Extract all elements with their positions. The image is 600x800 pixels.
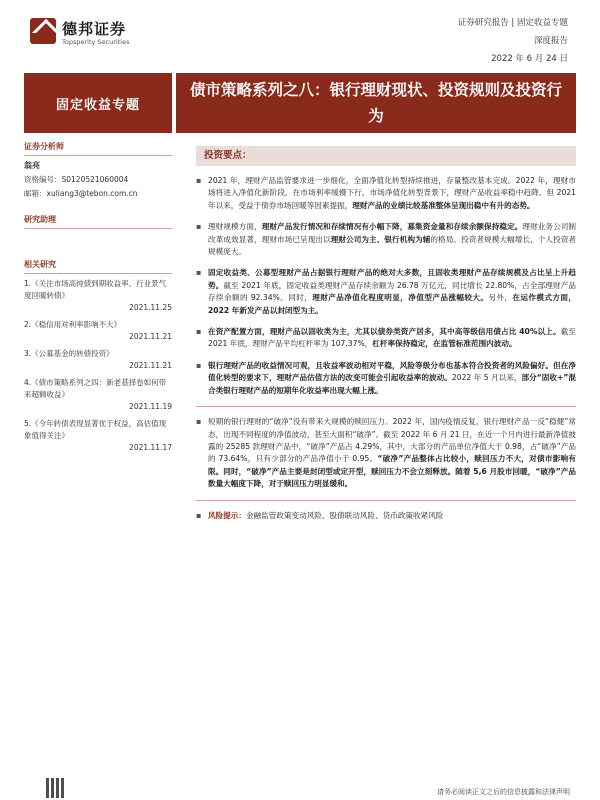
logo-name-en: Topsperity Securities [62,38,130,46]
related-item[interactable] [24,348,172,372]
related-item-title: 3.《公募基金的转债投资》 [24,349,114,358]
related-item-date: 2021.11.21 [129,332,172,341]
section-divider [196,500,576,501]
analyst-section-title: 证券分析师 [24,137,172,156]
related-item[interactable] [24,377,172,413]
logo-name-cn: 德邦证券 [62,20,127,38]
related-item-title: 4.《债市策略系列之四：新老基择卷如何带来超额收益》 [24,378,167,399]
related-item[interactable] [24,418,172,454]
section-divider [196,406,576,407]
sidebar [24,137,172,459]
related-item-date: 2021.11.21 [129,361,172,370]
analyst-cert: 资格编号：S0120521060004 [24,175,129,184]
logo-mark-icon [30,18,56,44]
company-logo [30,18,160,52]
related-item-title: 5.《今年转债表现显著优于权益，高估值现象值得关注》 [24,419,167,440]
key-point-1: ▪ 2021 年，理财产品监管要求进一步细化，全面净值化转型持续推进，存量整改基本完成。2022 年，理财市场将进入净值化新阶段，在市场利率缓慢下行、市场净值化转型背景下，理财产品收益率稳中趋降。但 2021 年以来，受益于债券市场回暖等因素提振，理财产品的业绩比较基准整体呈现出稳中有升的态势。 [196,175,576,212]
risk-warning: ▪ 风险提示：金融监管政策变动风险、股债联动风险、货币政策收紧风险 [196,510,576,522]
key-point-3: ▪ 固定收益类、公募型理财产品占据银行理财产品的绝对大多数，且固收类理财产品存续规模及占比呈上升趋势。截至 2021 年底，固定收益类理财产品存续余额为 26.78 万亿元，同比增长 22.80%，占全部理财产品存续余额的 92.34%。同时，理财产品净值化程度明显，净值型产品涨幅较大。另外，在运作模式方面，2022 年新发产品以封闭型为主。 [196,267,576,317]
key-point-5: ▪ 银行理财产品的收益情况可观，且收益率波动相对平稳，风险等级分布也基本符合投资者的风险偏好。但在净值化转型的要求下，理财产品估值方法的改变可能会引起收益率的波动。2022 年 5 月以来，部分“固收+”混合类银行理财产品的短期年化收益率出现大幅上涨。 [196,360,576,397]
related-item-date: 2021.11.19 [129,402,172,411]
related-item[interactable] [24,319,172,343]
analyst-email[interactable]: 邮箱：xuliang3@tebon.com.cn [24,189,138,198]
related-item-date: 2021.11.25 [129,303,172,312]
key-point-6: ▪ 短期的银行理财的“破净”没有带来大规模的赎回压力。2022 年，国内疫情反复，银行理财产品一反“稳健”常态，出现不同程度的净值波动，甚至大面积“破净”。截至 2022 年 6 月 21 日，在近一个月内进行最新净值披露的 25285 款理财产品中，“破净”产品占 4.29%，其中，大部分的产品单位净值大于 0.98，占“破净”产品的 73.64%，只有少部分的产品净值小于 0.95。“破净”产品整体占比较小，赎回压力不大，对债市影响有限。同时，“破净”产品主要是封闭型或定开型，赎回压力不会立刻释放。随着 5,6 月股市回暖，“破净”产品数量大幅度下降，对于赎回压力明显缓和。 [196,416,576,490]
related-item-title: 1.《关注市场高纯债到期收益率、行业景气度回暖转债》 [24,279,167,300]
key-points-heading: 投资要点： [196,146,576,166]
related-item-title: 2.《稳信用对利率影响不大》 [24,320,122,329]
key-point-4: ▪ 在资产配置方面，理财产品以固收类为主，尤其以债券类资产居多，其中高等级信用债占比 40%以上。截至 2021 年底，理财产品平均杠杆率为 107.37%，杠杆率保持稳定，在监管标准范围内波动。 [196,326,576,351]
related-item-date: 2021.11.17 [129,443,172,452]
section-label: 固定收益专题 [24,73,172,133]
related-item[interactable] [24,278,172,314]
analyst-name: 翁亮 [24,161,40,170]
report-category: 证券研究报告 | 固定收益专题 [457,18,568,28]
related-section-title: 相关研究 [24,255,172,274]
assistant-section-title: 研究助理 [24,210,172,229]
main-content [196,146,576,522]
key-point-2: ▪ 理财规模方面，理财产品发行情况和存续情况有小幅下降，募集资金量和存续余额保持稳定。理财业务公司制改革成效显著，理财市场已呈现出以理财公司为主、银行机构为辅的格局。投资者规模大幅增长，个人投资者规模庞大。 [196,221,576,258]
report-type: 深度报告 [533,36,568,46]
qr-code-icon [46,778,66,798]
report-date: 2022 年 6 月 24 日 [491,54,568,64]
footer-disclaimer: 请务必阅读正文之后的信息披露和法律声明 [437,788,570,796]
report-title: 债市策略系列之八：银行理财现状、投资规则及投资行为 [176,73,576,133]
